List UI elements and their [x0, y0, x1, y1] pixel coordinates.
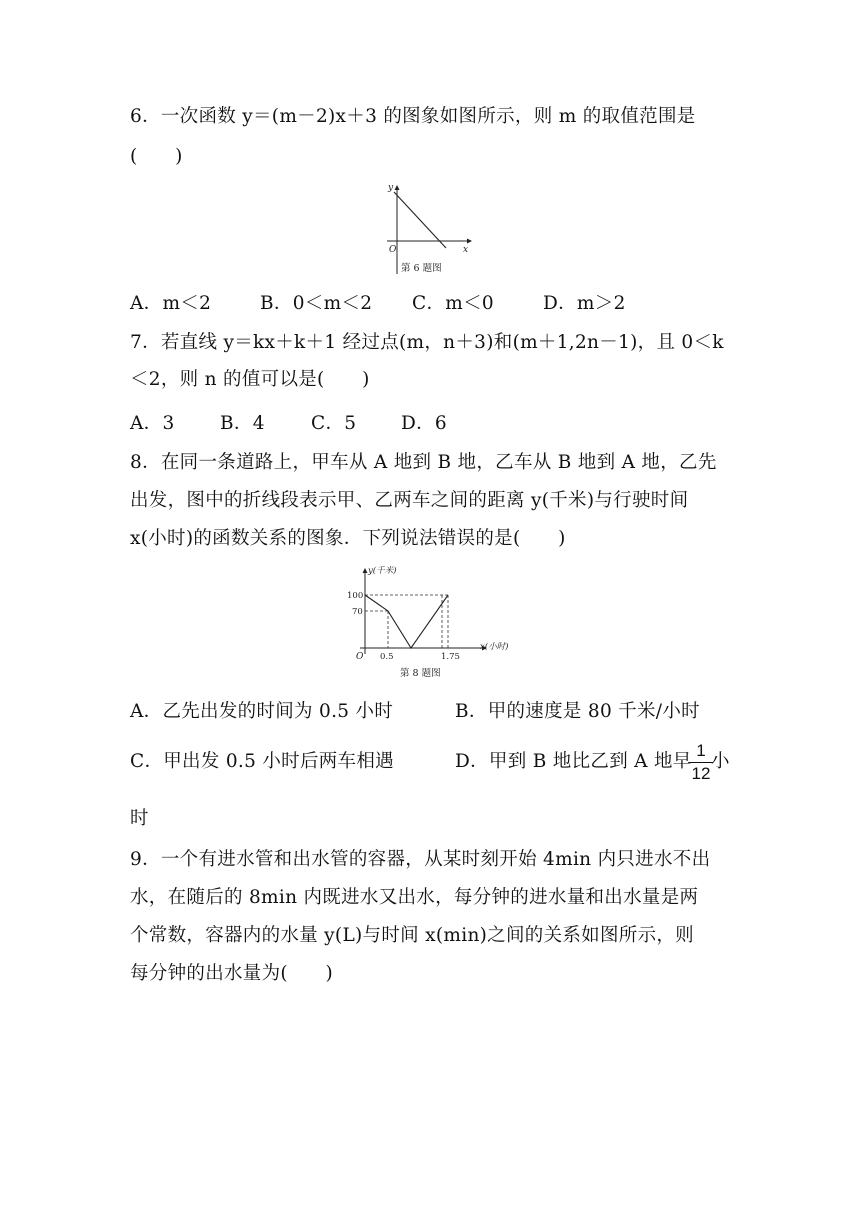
q8-x-tick-05: 0.5 — [380, 652, 394, 662]
q8-y-tick-70: 70 — [352, 607, 363, 617]
q8-option-d[interactable]: D．甲到 B 地比乙到 A 地早 — [455, 751, 692, 772]
q8-figure — [344, 562, 514, 682]
q8-fraction-bar — [689, 762, 713, 763]
q8-option-c[interactable]: C．甲出发 0.5 小时后两车相遇 — [130, 751, 394, 772]
q8-fraction-denominator: 12 — [691, 764, 711, 783]
q6-function-line — [394, 192, 446, 248]
q7-stem-line1: 7．若直线 y＝kx＋k＋1 经过点(m，n＋3)和(m＋1,2n－1)，且 0＜k — [130, 332, 724, 353]
q8-stem-line1: 8．在同一条道路上，甲车从 A 地到 B 地，乙车从 B 地到 A 地，乙先 — [130, 452, 717, 473]
q7-option-a[interactable]: A．3 — [130, 413, 175, 434]
q8-option-d-suffix: 小 — [711, 751, 730, 772]
q8-fraction-numerator: 1 — [696, 741, 706, 760]
q7-stem-line2: ＜2，则 n 的值可以是( ) — [130, 369, 370, 390]
q6-origin-label: O — [389, 245, 397, 255]
q6-stem-line2: ( ) — [130, 146, 183, 167]
q6-option-d[interactable]: D．m＞2 — [543, 293, 626, 314]
q8-distance-polyline — [365, 595, 448, 648]
q8-option-d-wrap: 时 — [130, 808, 149, 829]
q6-caption: 第 6 题图 — [401, 263, 442, 274]
q9-stem-line2: 水，在随后的 8min 内既进水又出水，每分钟的进水量和出水量是两 — [130, 887, 699, 908]
q7-option-c[interactable]: C．5 — [311, 413, 357, 434]
q8-stem-line2: 出发，图中的折线段表示甲、乙两车之间的距离 y(千米)与行驶时间 — [130, 490, 689, 511]
q9-stem-line4: 每分钟的出水量为( ) — [130, 963, 334, 984]
q7-option-d[interactable]: D．6 — [401, 413, 448, 434]
q8-y-arrow — [363, 568, 368, 573]
q6-option-c[interactable]: C．m＜0 — [412, 293, 494, 314]
q6-stem-line1: 6．一次函数 y＝(m－2)x＋3 的图象如图所示，则 m 的取值范围是 — [130, 106, 696, 127]
q6-y-arrow — [395, 185, 400, 190]
q6-y-label: y — [388, 183, 394, 193]
q8-origin-label: O — [356, 652, 364, 662]
q6-option-a[interactable]: A．m＜2 — [130, 293, 212, 314]
q7-option-b[interactable]: B．4 — [220, 413, 265, 434]
q8-stem-line3: x(小时)的函数关系的图象．下列说法错误的是( ) — [130, 528, 566, 549]
q6-option-b[interactable]: B．0＜m＜2 — [260, 293, 373, 314]
q6-x-label: x — [463, 245, 469, 255]
q9-stem-line1: 9．一个有进水管和出水管的容器，从某时刻开始 4min 内只进水不出 — [130, 849, 711, 870]
q8-option-a[interactable]: A．乙先出发的时间为 0.5 小时 — [130, 701, 394, 722]
q8-x-label: x(小时) — [480, 642, 509, 652]
q6-figure — [383, 180, 493, 280]
q8-x-tick-175: 1.75 — [441, 652, 460, 662]
q8-option-b[interactable]: B．甲的速度是 80 千米/小时 — [455, 701, 700, 722]
q8-y-tick-100: 100 — [347, 591, 364, 601]
q9-stem-line3: 个常数，容器内的水量 y(L)与时间 x(min)之间的关系如图所示，则 — [130, 925, 694, 946]
q8-y-label: y(千米) — [368, 566, 397, 576]
q8-caption: 第 8 题图 — [400, 668, 441, 679]
q6-x-arrow — [467, 239, 472, 244]
